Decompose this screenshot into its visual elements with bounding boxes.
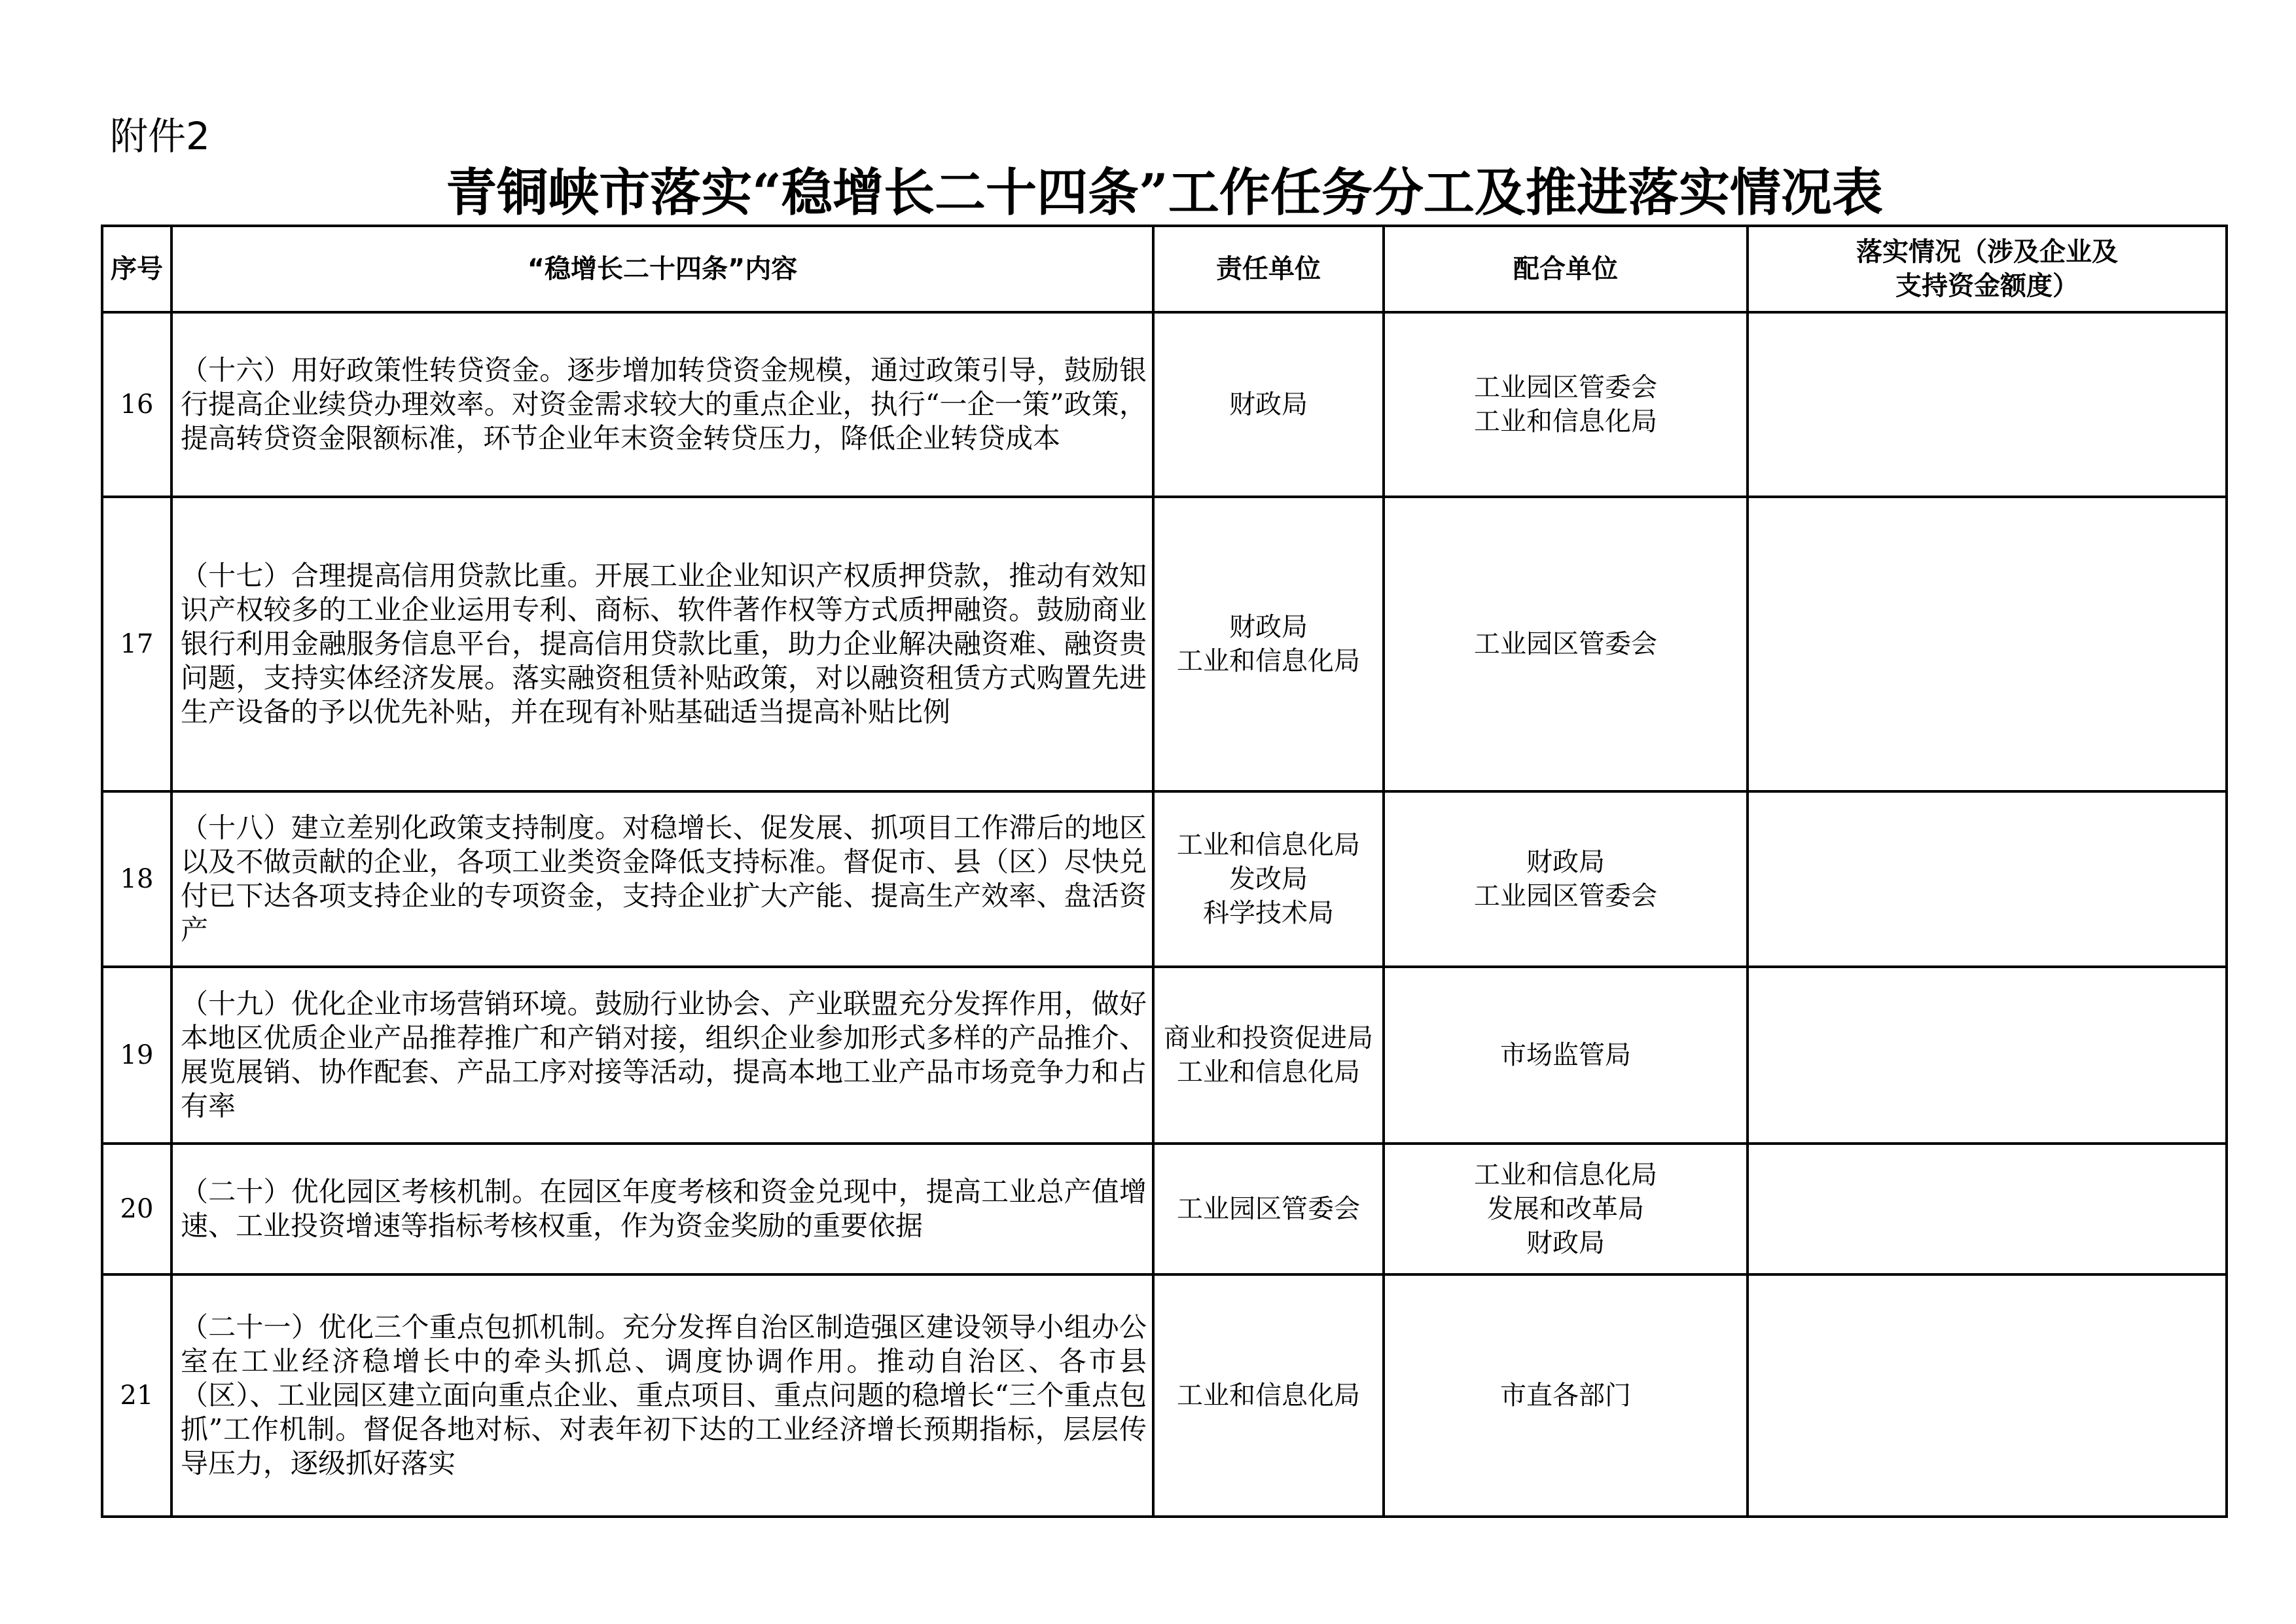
- responsible-unit: 发改局: [1229, 864, 1308, 894]
- table-row: [102, 1144, 2227, 1274]
- task-table: [101, 225, 2228, 1518]
- row-content-text: （十七）合理提高信用贷款比重。开展工业企业知识产权质押贷款，推动有效知识产权较多的工业企业运用专利、商标、软件著作权等方式质押融资。鼓励商业银行利用金融服务信息平台，提高信用贷款比重，助力企业解决融资难、融资贵问题，支持实体经济发展。落实融资租赁补贴政策，对以融资租赁方式购置先进生产设备的予以优先补贴，并在现有补贴基础适当提高补贴比例: [181, 560, 1147, 728]
- row-content-text: （十九）优化企业市场营销环境。鼓励行业协会、产业联盟充分发挥作用，做好本地区优质企业产品推荐推广和产销对接，组织企业参加形式多样的产品推介、展览展销、协作配套、产品工序对接等活动，提高本地工业产品市场竞争力和占有率: [181, 988, 1147, 1122]
- header-status-line2: 支持资金额度）: [1895, 271, 2079, 301]
- cooperating-unit: 发展和改革局: [1487, 1194, 1644, 1224]
- responsible-unit: 财政局: [1229, 389, 1308, 420]
- row-status: [1748, 791, 2227, 967]
- header-content: “稳增长二十四条”内容: [171, 226, 1153, 312]
- row-content-text: （十八）建立差别化政策支持制度。对稳增长、促发展、抓项目工作滞后的地区以及不做贡献的企业，各项工业类资金降低支持标准。督促市、县（区）尽快兑付已下达各项支持企业的专项资金，支持企业扩大产能、提高生产效率、盘活资产: [181, 812, 1147, 946]
- row-cooperating: [1384, 1144, 1748, 1274]
- row-status: [1748, 1274, 2227, 1517]
- row-content: [171, 791, 1153, 967]
- row-responsible: [1153, 967, 1384, 1144]
- row-cooperating: [1384, 1274, 1748, 1517]
- row-content: [171, 497, 1153, 791]
- row-cooperating: [1384, 497, 1748, 791]
- row-number: 18: [102, 791, 171, 967]
- responsible-unit: 财政局: [1229, 612, 1308, 642]
- row-content: [171, 967, 1153, 1144]
- cooperating-unit: 工业和信息化局: [1474, 406, 1657, 437]
- row-content: [171, 312, 1153, 497]
- cooperating-unit: 财政局: [1526, 847, 1605, 877]
- row-responsible: [1153, 1144, 1384, 1274]
- row-number: 19: [102, 967, 171, 1144]
- header-cooperating: 配合单位: [1384, 226, 1748, 312]
- row-status: [1748, 1144, 2227, 1274]
- cooperating-unit: 工业园区管委会: [1474, 881, 1657, 911]
- row-cooperating: [1384, 791, 1748, 967]
- row-cooperating: [1384, 312, 1748, 497]
- cooperating-unit: 工业园区管委会: [1474, 372, 1657, 403]
- table-row: [102, 967, 2227, 1144]
- cooperating-unit: 财政局: [1526, 1228, 1605, 1258]
- cooperating-unit: 市直各部门: [1500, 1380, 1631, 1411]
- responsible-unit: 工业和信息化局: [1177, 646, 1360, 676]
- row-status: [1748, 497, 2227, 791]
- cooperating-unit: 工业园区管委会: [1474, 629, 1657, 659]
- row-status: [1748, 967, 2227, 1144]
- responsible-unit: 工业和信息化局: [1177, 830, 1360, 860]
- document-title: 青铜峡市落实“稳增长二十四条”工作任务分工及推进落实情况表: [446, 163, 1883, 223]
- row-number: 16: [102, 312, 171, 497]
- row-content-text: （十六）用好政策性转贷资金。逐步增加转贷资金规模，通过政策引导，鼓励银行提高企业续贷办理效率。对资金需求较大的重点企业，执行“一企一策”政策，提高转贷资金限额标准，环节企业年末资金转贷压力，降低企业转贷成本: [181, 354, 1147, 454]
- responsible-unit: 商业和投资促进局: [1164, 1023, 1373, 1053]
- responsible-unit: 工业园区管委会: [1177, 1194, 1360, 1224]
- table-row: [102, 791, 2227, 967]
- row-content: [171, 1144, 1153, 1274]
- row-content-text: （二十）优化园区考核机制。在园区年度考核和资金兑现中，提高工业总产值增速、工业投资增速等指标考核权重，作为资金奖励的重要依据: [181, 1176, 1147, 1242]
- row-responsible: [1153, 791, 1384, 967]
- responsible-unit: 工业和信息化局: [1177, 1380, 1360, 1411]
- table-row: [102, 1274, 2227, 1517]
- row-cooperating: [1384, 967, 1748, 1144]
- row-number: 17: [102, 497, 171, 791]
- header-status: [1748, 226, 2227, 312]
- row-responsible: [1153, 497, 1384, 791]
- header-responsible: 责任单位: [1153, 226, 1384, 312]
- table-row: [102, 312, 2227, 497]
- responsible-unit: 科学技术局: [1203, 898, 1334, 928]
- header-no: 序号: [102, 226, 171, 312]
- header-status-line1: 落实情况（涉及企业及: [1856, 237, 2118, 267]
- row-responsible: [1153, 312, 1384, 497]
- cooperating-unit: 工业和信息化局: [1474, 1160, 1657, 1190]
- table-header-row: [102, 226, 2227, 312]
- table-row: [102, 497, 2227, 791]
- attachment-label: 附件2: [110, 114, 210, 158]
- row-number: 21: [102, 1274, 171, 1517]
- cooperating-unit: 市场监管局: [1500, 1040, 1631, 1070]
- row-status: [1748, 312, 2227, 497]
- row-content-text: （二十一）优化三个重点包抓机制。充分发挥自治区制造强区建设领导小组办公室在工业经济稳增长中的牵头抓总、调度协调作用。推动自治区、各市县（区）、工业园区建立面向重点企业、重点项目、重点问题的稳增长“三个重点包抓”工作机制。督促各地对标、对表年初下达的工业经济增长预期指标，层层传导压力，逐级抓好落实: [181, 1311, 1147, 1479]
- row-content: [171, 1274, 1153, 1517]
- row-responsible: [1153, 1274, 1384, 1517]
- row-number: 20: [102, 1144, 171, 1274]
- responsible-unit: 工业和信息化局: [1177, 1057, 1360, 1087]
